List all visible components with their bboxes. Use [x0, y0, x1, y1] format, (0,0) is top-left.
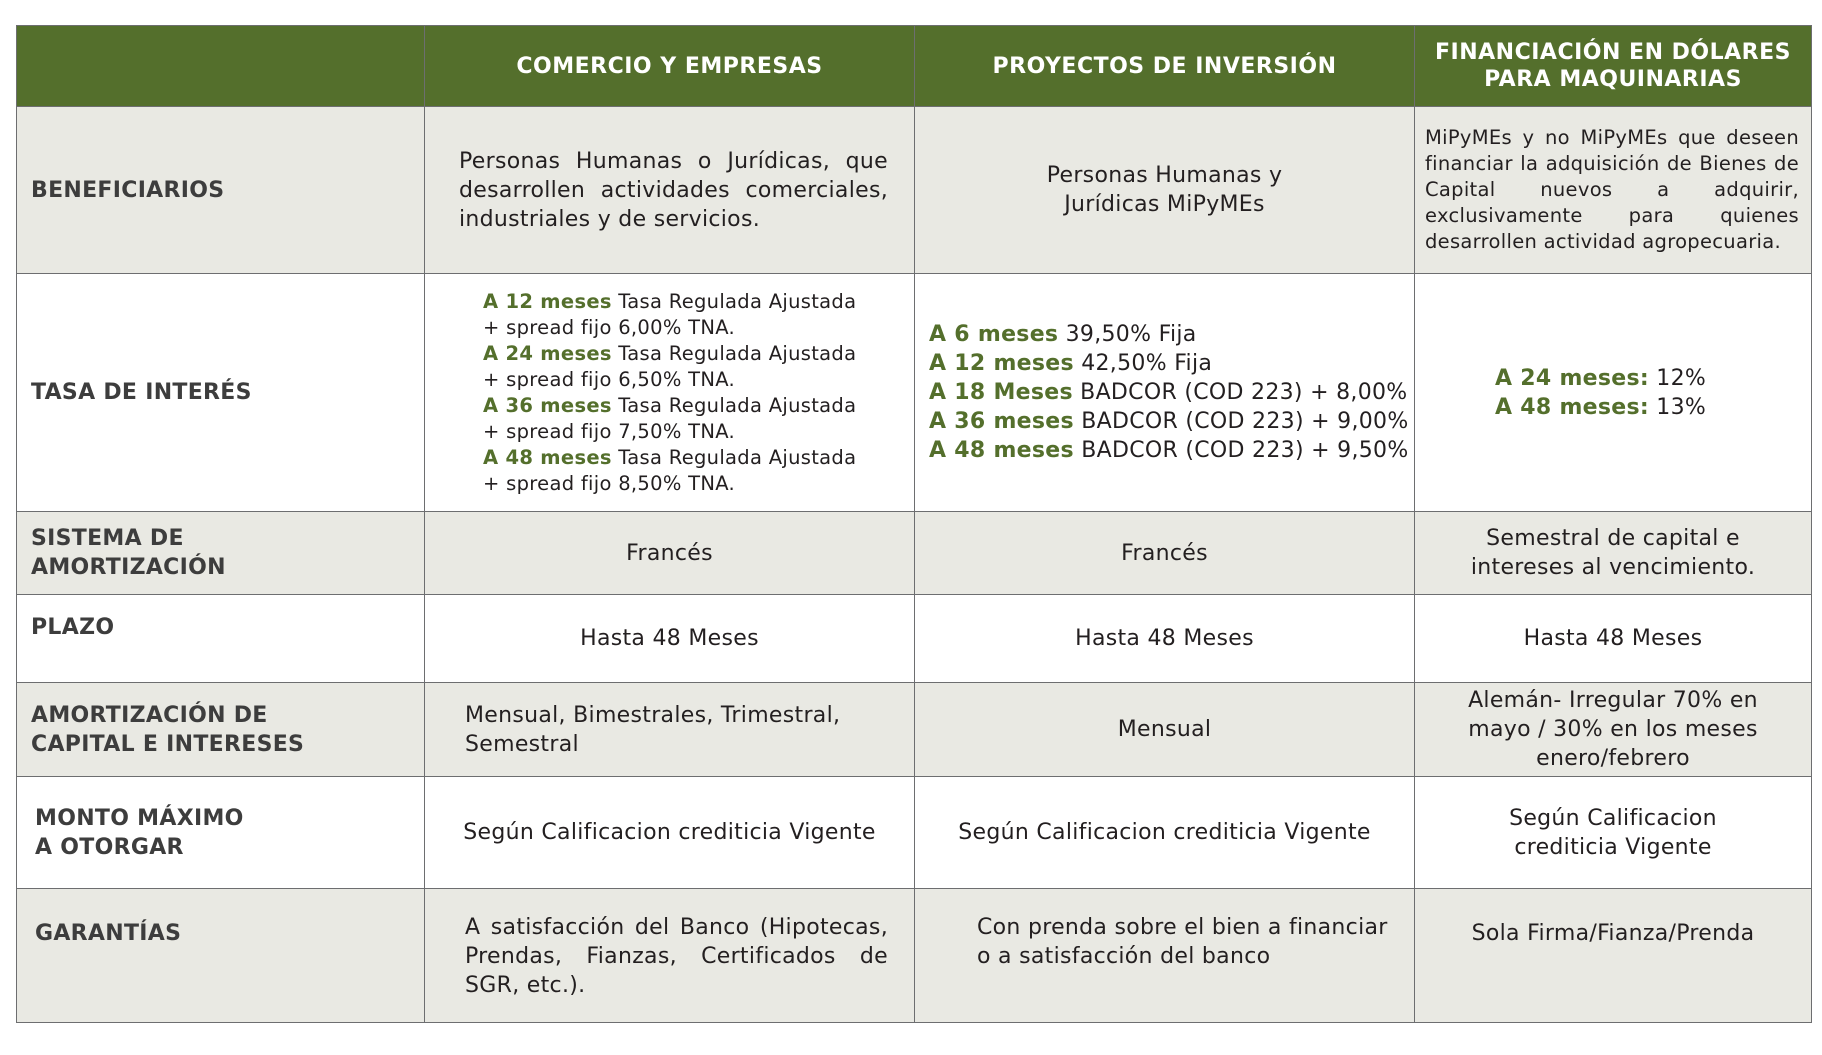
- tasa-col2-rate: BADCOR (COD 223) + 9,00%: [1073, 409, 1409, 434]
- label-sistema-amortizacion: [17, 512, 425, 595]
- garantias-col1: A satisfacción del Banco (Hipotecas, Prendas, Fianzas, Certificados de SGR, etc.).: [425, 889, 915, 1023]
- header-comercio-empresas: COMERCIO Y EMPRESAS: [425, 26, 915, 107]
- tasa-col1: [425, 274, 915, 512]
- plazo-col1: Hasta 48 Meses: [425, 595, 915, 683]
- tasa-col2-term: A 12 meses: [929, 351, 1074, 376]
- label-garantias: GARANTÍAS: [17, 889, 425, 1023]
- monto-col3-line1: Según Calificacion: [1509, 805, 1717, 831]
- tasa-col2-term: A 6 meses: [929, 322, 1059, 347]
- row-plazo: [17, 595, 1812, 683]
- tasa-col1-term: A 12 meses: [483, 289, 612, 313]
- row-beneficiarios: [17, 107, 1812, 274]
- monto-col3-line2: crediticia Vigente: [1514, 834, 1712, 860]
- tasa-col1-spread: + spread fijo 7,50% TNA.: [483, 419, 736, 443]
- sistema-col3-line1: Semestral de capital e: [1486, 526, 1740, 551]
- beneficiarios-col2: [915, 107, 1415, 274]
- row-tasa-interes: [17, 274, 1812, 512]
- sistema-col2: Francés: [915, 512, 1415, 595]
- beneficiarios-col2-line2: Jurídicas MiPyMEs: [1064, 192, 1265, 217]
- tasa-col1-spread: + spread fijo 6,50% TNA.: [483, 367, 736, 391]
- amortizacion-col1-line1: Mensual, Bimestrales, Trimestral,: [465, 702, 841, 728]
- label-sistema-line2: AMORTIZACIÓN: [31, 555, 226, 580]
- sistema-col3-line2: intereses al vencimiento.: [1470, 555, 1756, 580]
- tasa-col1-term: A 24 meses: [483, 341, 612, 365]
- amortizacion-col3-line2: mayo / 30% en los meses: [1468, 717, 1758, 742]
- tasa-col1-item: [483, 445, 914, 471]
- label-monto-maximo: [17, 777, 425, 889]
- label-beneficiarios: BENEFICIARIOS: [17, 107, 425, 274]
- tasa-col1-term: A 48 meses: [483, 445, 612, 469]
- tasa-col2-item: [929, 349, 1414, 378]
- tasa-col1-spread: + spread fijo 8,50% TNA.: [483, 471, 736, 495]
- tasa-col3-item: [1495, 393, 1811, 422]
- label-amortizacion-line2: CAPITAL E INTERESES: [31, 731, 305, 757]
- tasa-col1-rate: Tasa Regulada Ajustada: [611, 445, 857, 469]
- tasa-col2-rate: BADCOR (COD 223) + 8,00%: [1072, 380, 1408, 405]
- label-tasa-interes: TASA DE INTERÉS: [17, 274, 425, 512]
- plazo-col2: Hasta 48 Meses: [915, 595, 1415, 683]
- beneficiarios-col3: MiPyMEs y no MiPyMEs que deseen financiar la adquisición de Bienes de Capital nuevos a adquirir, exclusivamente para quienes desarrollen actividad agropecuaria.: [1415, 107, 1812, 274]
- row-monto-maximo: [17, 777, 1812, 889]
- tasa-col1-item: [483, 341, 914, 367]
- label-plazo: PLAZO: [17, 595, 425, 683]
- tasa-col3: [1415, 274, 1812, 512]
- tasa-col2-term: A 48 meses: [929, 438, 1074, 463]
- amortizacion-col1-line2: Semestral: [465, 731, 579, 757]
- tasa-col3-term: A 48 meses:: [1495, 394, 1650, 420]
- tasa-col3-rate: 12%: [1649, 365, 1707, 391]
- plazo-col3: Hasta 48 Meses: [1415, 595, 1812, 683]
- tasa-col3-item: [1495, 364, 1811, 393]
- garantias-col2: [915, 889, 1415, 1023]
- tasa-col2-term: A 18 Meses: [929, 380, 1073, 405]
- sistema-col3: [1415, 512, 1812, 595]
- tasa-col1-rate: Tasa Regulada Ajustada: [611, 393, 857, 417]
- row-amortizacion-capital: [17, 683, 1812, 777]
- beneficiarios-col1: Personas Humanas o Jurídicas, que desarrollen actividades comerciales, industriales y de servicios.: [425, 107, 915, 274]
- monto-col1: Según Calificacion crediticia Vigente: [425, 777, 915, 889]
- amortizacion-col3-line3: enero/febrero: [1536, 746, 1690, 771]
- header-col3-line1: FINANCIACIÓN EN DÓLARES: [1435, 40, 1791, 65]
- amortizacion-col1: [425, 683, 915, 777]
- header-corner: [17, 26, 425, 107]
- tasa-col1-rate: Tasa Regulada Ajustada: [611, 341, 857, 365]
- tasa-col2-item: [929, 320, 1414, 349]
- garantias-col2-line1: Con prenda sobre el bien a financiar: [977, 915, 1388, 940]
- tasa-col3-term: A 24 meses:: [1495, 365, 1650, 391]
- label-monto-line1: MONTO MÁXIMO: [35, 805, 244, 831]
- row-sistema-amortizacion: [17, 512, 1812, 595]
- tasa-col1-rate: Tasa Regulada Ajustada: [611, 289, 857, 313]
- tasa-col2-rate: BADCOR (COD 223) + 9,50%: [1073, 438, 1409, 463]
- tasa-col2-item: [929, 436, 1414, 465]
- tasa-col2-rate: 42,50% Fija: [1073, 351, 1213, 376]
- header-col3-line2: PARA MAQUINARIAS: [1484, 67, 1742, 92]
- garantias-col2-line2: o a satisfacción del banco: [977, 944, 1271, 969]
- label-sistema-line1: SISTEMA DE: [31, 526, 184, 551]
- tasa-col1-term: A 36 meses: [483, 393, 612, 417]
- amortizacion-col3: [1415, 683, 1812, 777]
- label-amortizacion-capital: [17, 683, 425, 777]
- tasa-col2-item: [929, 407, 1414, 436]
- credit-lines-table: [16, 25, 1812, 1023]
- label-amortizacion-line1: AMORTIZACIÓN DE: [31, 702, 268, 728]
- sistema-col1: Francés: [425, 512, 915, 595]
- garantias-col3: Sola Firma/Fianza/Prenda: [1415, 889, 1812, 1023]
- tasa-col2-item: [929, 378, 1414, 407]
- beneficiarios-col2-line1: Personas Humanas y: [1046, 163, 1283, 188]
- tasa-col1-item: [483, 289, 914, 315]
- monto-col3: [1415, 777, 1812, 889]
- amortizacion-col3-line1: Alemán- Irregular 70% en: [1468, 688, 1758, 713]
- tasa-col1-item: [483, 393, 914, 419]
- tasa-col2: [915, 274, 1415, 512]
- row-garantias: [17, 889, 1812, 1023]
- header-row: [17, 26, 1812, 107]
- header-financiacion-dolares: [1415, 26, 1812, 107]
- label-monto-line2: A OTORGAR: [35, 834, 184, 860]
- tasa-col3-rate: 13%: [1649, 394, 1707, 420]
- tasa-col2-term: A 36 meses: [929, 409, 1074, 434]
- amortizacion-col2: Mensual: [915, 683, 1415, 777]
- monto-col2: Según Calificacion crediticia Vigente: [915, 777, 1415, 889]
- tasa-col2-rate: 39,50% Fija: [1058, 322, 1197, 347]
- header-proyectos-inversion: PROYECTOS DE INVERSIÓN: [915, 26, 1415, 107]
- tasa-col1-spread: + spread fijo 6,00% TNA.: [483, 315, 736, 339]
